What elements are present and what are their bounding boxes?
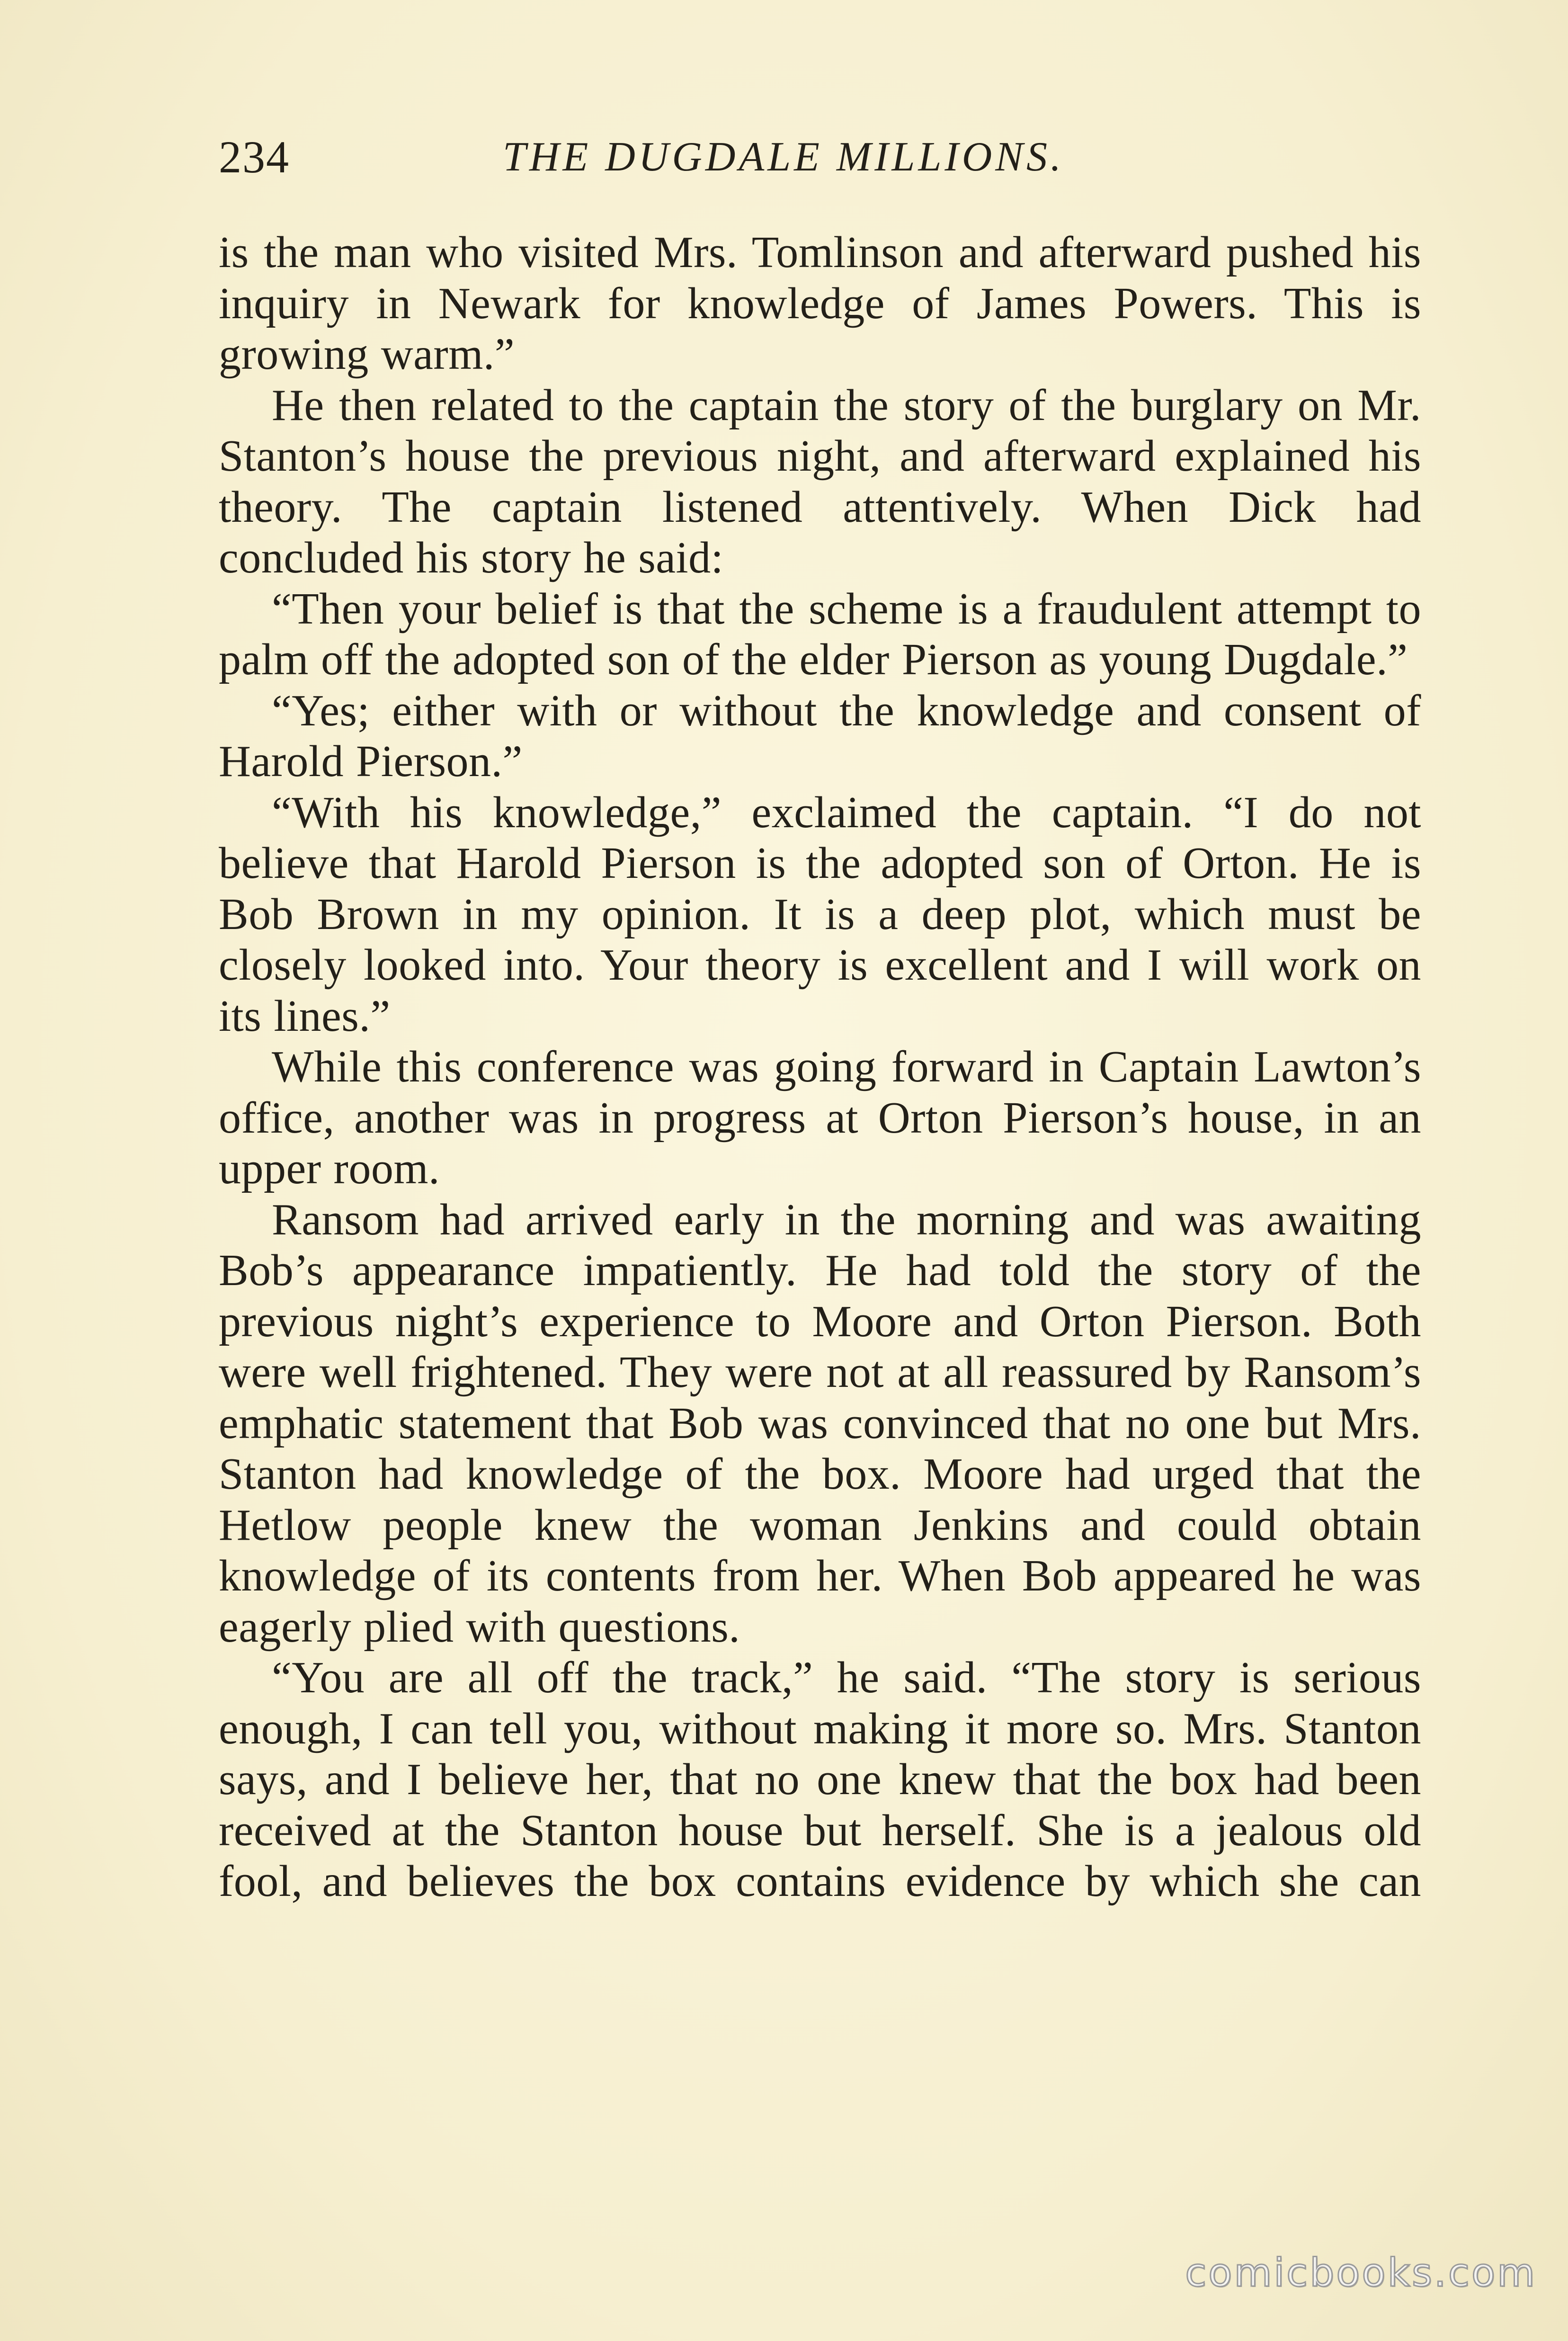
- paragraph-2: He then related to the captain the story of the burglary on Mr. Stanton’s house the previous night, and afterward explained his theory. The captain listened attentively. When Dick had concluded his story he said:: [219, 380, 1421, 582]
- body-text: [219, 227, 1421, 2178]
- page-number: 234: [219, 132, 290, 182]
- paragraph-5: “With his knowledge,” exclaimed the captain. “I do not believe that Harold Pierson is the adopted son of Orton. He is Bob Brown in my opinion. It is a deep plot, which must be closely looked into. Your theory is excellent and I will work on its lines.”: [219, 787, 1421, 1041]
- watermark: comicbooks.com: [1185, 2251, 1537, 2296]
- paragraph-4: “Yes; either with or without the knowledge and consent of Harold Pierson.”: [219, 686, 1421, 786]
- paragraph-6: While this conference was going forward in Captain Lawton’s office, another was in progress at Orton Pierson’s house, in an upper room.: [219, 1042, 1421, 1193]
- paragraph-1: is the man who visited Mrs. Tomlinson and afterward pushed his inquiry in Newark for knowledge of James Powers. This is growing warm.”: [219, 228, 1421, 379]
- running-head-title: THE DUGDALE MILLIONS.: [503, 134, 1064, 180]
- paragraph-3: “Then your belief is that the scheme is a fraudulent attempt to palm off the adopted son of the elder Pierson as young Dugdale.”: [219, 584, 1421, 684]
- running-header: [219, 124, 1421, 190]
- paragraph-8: “You are all off the track,” he said. “The story is serious enough, I can tell you, without making it more so. Mrs. Stanton says, and I believe her, that no one knew that the box had been received at the Stanton house but herself. She is a jealous old fool, and believes the box contains evidence by which she can: [219, 1653, 1421, 1906]
- paragraph-7: Ransom had arrived early in the morning and was awaiting Bob’s appearance impatiently. He had told the story of the previous night’s experience to Moore and Orton Pierson. Both were well frightened. They were not at all reassured by Ransom’s emphatic statement that Bob was convinced that no one but Mrs. Stanton had knowledge of the box. Moore had urged that the Hetlow people knew the woman Jenkins and could obtain knowledge of its contents from her. When Bob appeared he was eagerly plied with questions.: [219, 1195, 1421, 1652]
